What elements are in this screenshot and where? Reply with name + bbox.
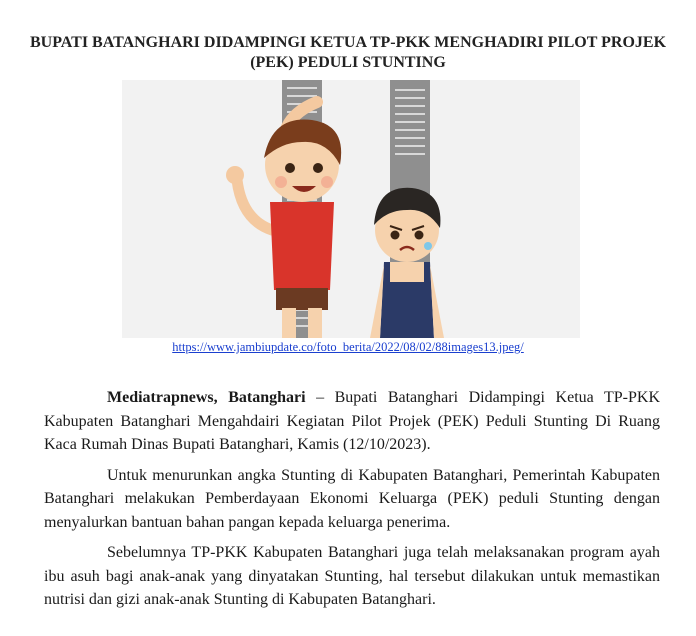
- paragraph-3: Sebelumnya TP-PKK Kabupaten Batanghari juga telah melaksanakan program ayah ibu asuh bagi anak-anak yang dinyatakan Stunting, hal tersebut dilakukan untuk memastikan nutrisi dan gizi anak-anak Stunting di Kabupaten Batanghari.: [44, 544, 660, 608]
- article-title: BUPATI BATANGHARI DIDAMPINGI KETUA TP-PKK MENGHADIRI PILOT PROJEK (PEK) PEDULI STUNTING: [29, 34, 667, 71]
- image-source-link[interactable]: https://www.jambiupdate.co/foto_berita/2022/08/02/88images13.jpeg/: [172, 340, 524, 354]
- article-body: [44, 386, 660, 619]
- paragraph-2: Untuk menurunkan angka Stunting di Kabupaten Batanghari, Pemerintah Kabupaten Batanghari melakukan Pemberdayaan Ekonomi Keluarga (PEK) peduli Stunting dengan menyalurkan bantuan bahan pangan kepada keluarga penerima.: [44, 466, 660, 531]
- dateline: Mediatrapnews, Batanghari: [107, 389, 306, 406]
- image-caption: [0, 340, 696, 355]
- children-height-illustration: [122, 80, 580, 338]
- article-image: [122, 80, 580, 338]
- paragraph-1: [44, 386, 660, 457]
- paragraph-1-text: – Bupati Batanghari Didampingi Ketua TP-PKK Kabupaten Batanghari Mengahdairi Kegiatan Pilot Projek (PEK) Peduli Stunting Di Ruang Kaca Rumah Dinas Bupati Batanghari, Kamis (12/10/2023).: [44, 389, 661, 453]
